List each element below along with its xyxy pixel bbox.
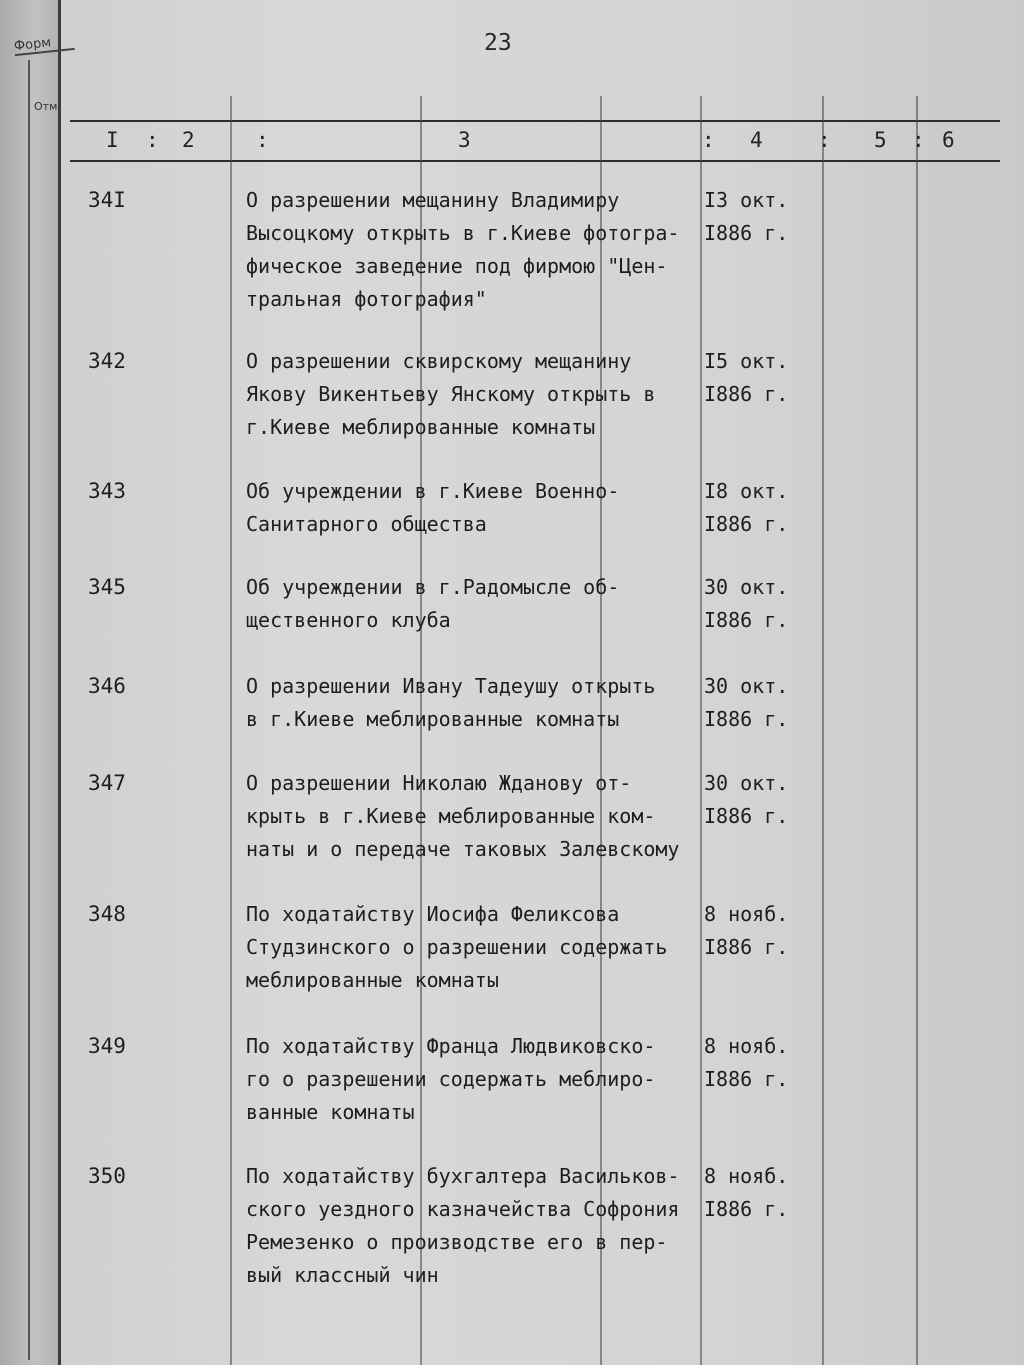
column-header-4: 4	[750, 128, 763, 152]
column-header-2: 2	[182, 128, 195, 152]
entry-number: 342	[88, 349, 126, 373]
entry-number: 34I	[88, 188, 126, 212]
column-separator: :	[146, 128, 159, 152]
column-header-6: 6	[942, 128, 955, 152]
entry-date: I8 окт. I886 г.	[704, 479, 789, 536]
entry-number: 343	[88, 479, 126, 503]
entry-date: I5 окт. I886 г.	[704, 349, 789, 406]
page-number: 23	[484, 30, 512, 56]
margin-form-label: Форм	[13, 33, 74, 56]
entry-date: 8 нояб. I886 г.	[704, 1034, 789, 1091]
entry-description: По ходатайству Франца Людвиковско- го о разрешении содержать меблиро- ванные комнаты	[246, 1034, 656, 1124]
entry-date: 8 нояб. I886 г.	[704, 902, 789, 959]
column-rule-1	[230, 96, 232, 1365]
entry-number: 349	[88, 1034, 126, 1058]
column-separator: :	[912, 128, 925, 152]
column-separator: :	[256, 128, 269, 152]
entry-description: О разрешении Ивану Тадеушу открыть в г.Киеве меблированные комнаты	[246, 674, 656, 731]
column-header-1: I	[106, 128, 119, 152]
entry-date: 30 окт. I886 г.	[704, 575, 789, 632]
entry-description: О разрешении Николаю Жданову от- крыть в г.Киеве меблированные ком- наты и о передаче таковых Залевскому	[246, 771, 680, 861]
entry-date: 30 окт. I886 г.	[704, 674, 789, 731]
column-rule-6	[916, 96, 918, 1365]
entry-date: 8 нояб. I886 г.	[704, 1164, 789, 1221]
entry-number: 350	[88, 1164, 126, 1188]
entry-description: По ходатайству бухгалтера Васильков- ского уездного казначейства Софрония Ремезенко о производстве его в пер- вый классный чин	[246, 1164, 680, 1287]
entry-number: 347	[88, 771, 126, 795]
entry-description: Об учреждении в г.Киеве Военно- Санитарного общества	[246, 479, 620, 536]
entry-description: Об учреждении в г.Радомысле об- щественного клуба	[246, 575, 620, 632]
header-top-rule	[70, 120, 1000, 122]
entry-date: 30 окт. I886 г.	[704, 771, 789, 828]
entry-date: I3 окт. I886 г.	[704, 188, 789, 245]
entry-description: О разрешении сквирскому мещанину Якову Викентьеву Янскому открыть в г.Киеве меблированные комнаты	[246, 349, 656, 439]
margin-rule	[28, 60, 30, 1360]
column-separator: :	[818, 128, 831, 152]
column-header-5: 5	[874, 128, 887, 152]
entry-number: 345	[88, 575, 126, 599]
margin-sub-label: Отм	[34, 100, 58, 113]
header-bottom-rule	[70, 160, 1000, 162]
adjacent-page-edge	[0, 0, 61, 1365]
entry-description: О разрешении мещанину Владимиру Высоцкому открыть в г.Киеве фотогра- фическое заведение под фирмою "Цен- тральная фотография"	[246, 188, 680, 311]
entry-number: 346	[88, 674, 126, 698]
entry-number: 348	[88, 902, 126, 926]
column-header-3: 3	[458, 128, 471, 152]
column-separator: :	[702, 128, 715, 152]
entry-description: По ходатайству Иосифа Феликсова Студзинского о разрешении содержать меблированные комнаты	[246, 902, 668, 992]
